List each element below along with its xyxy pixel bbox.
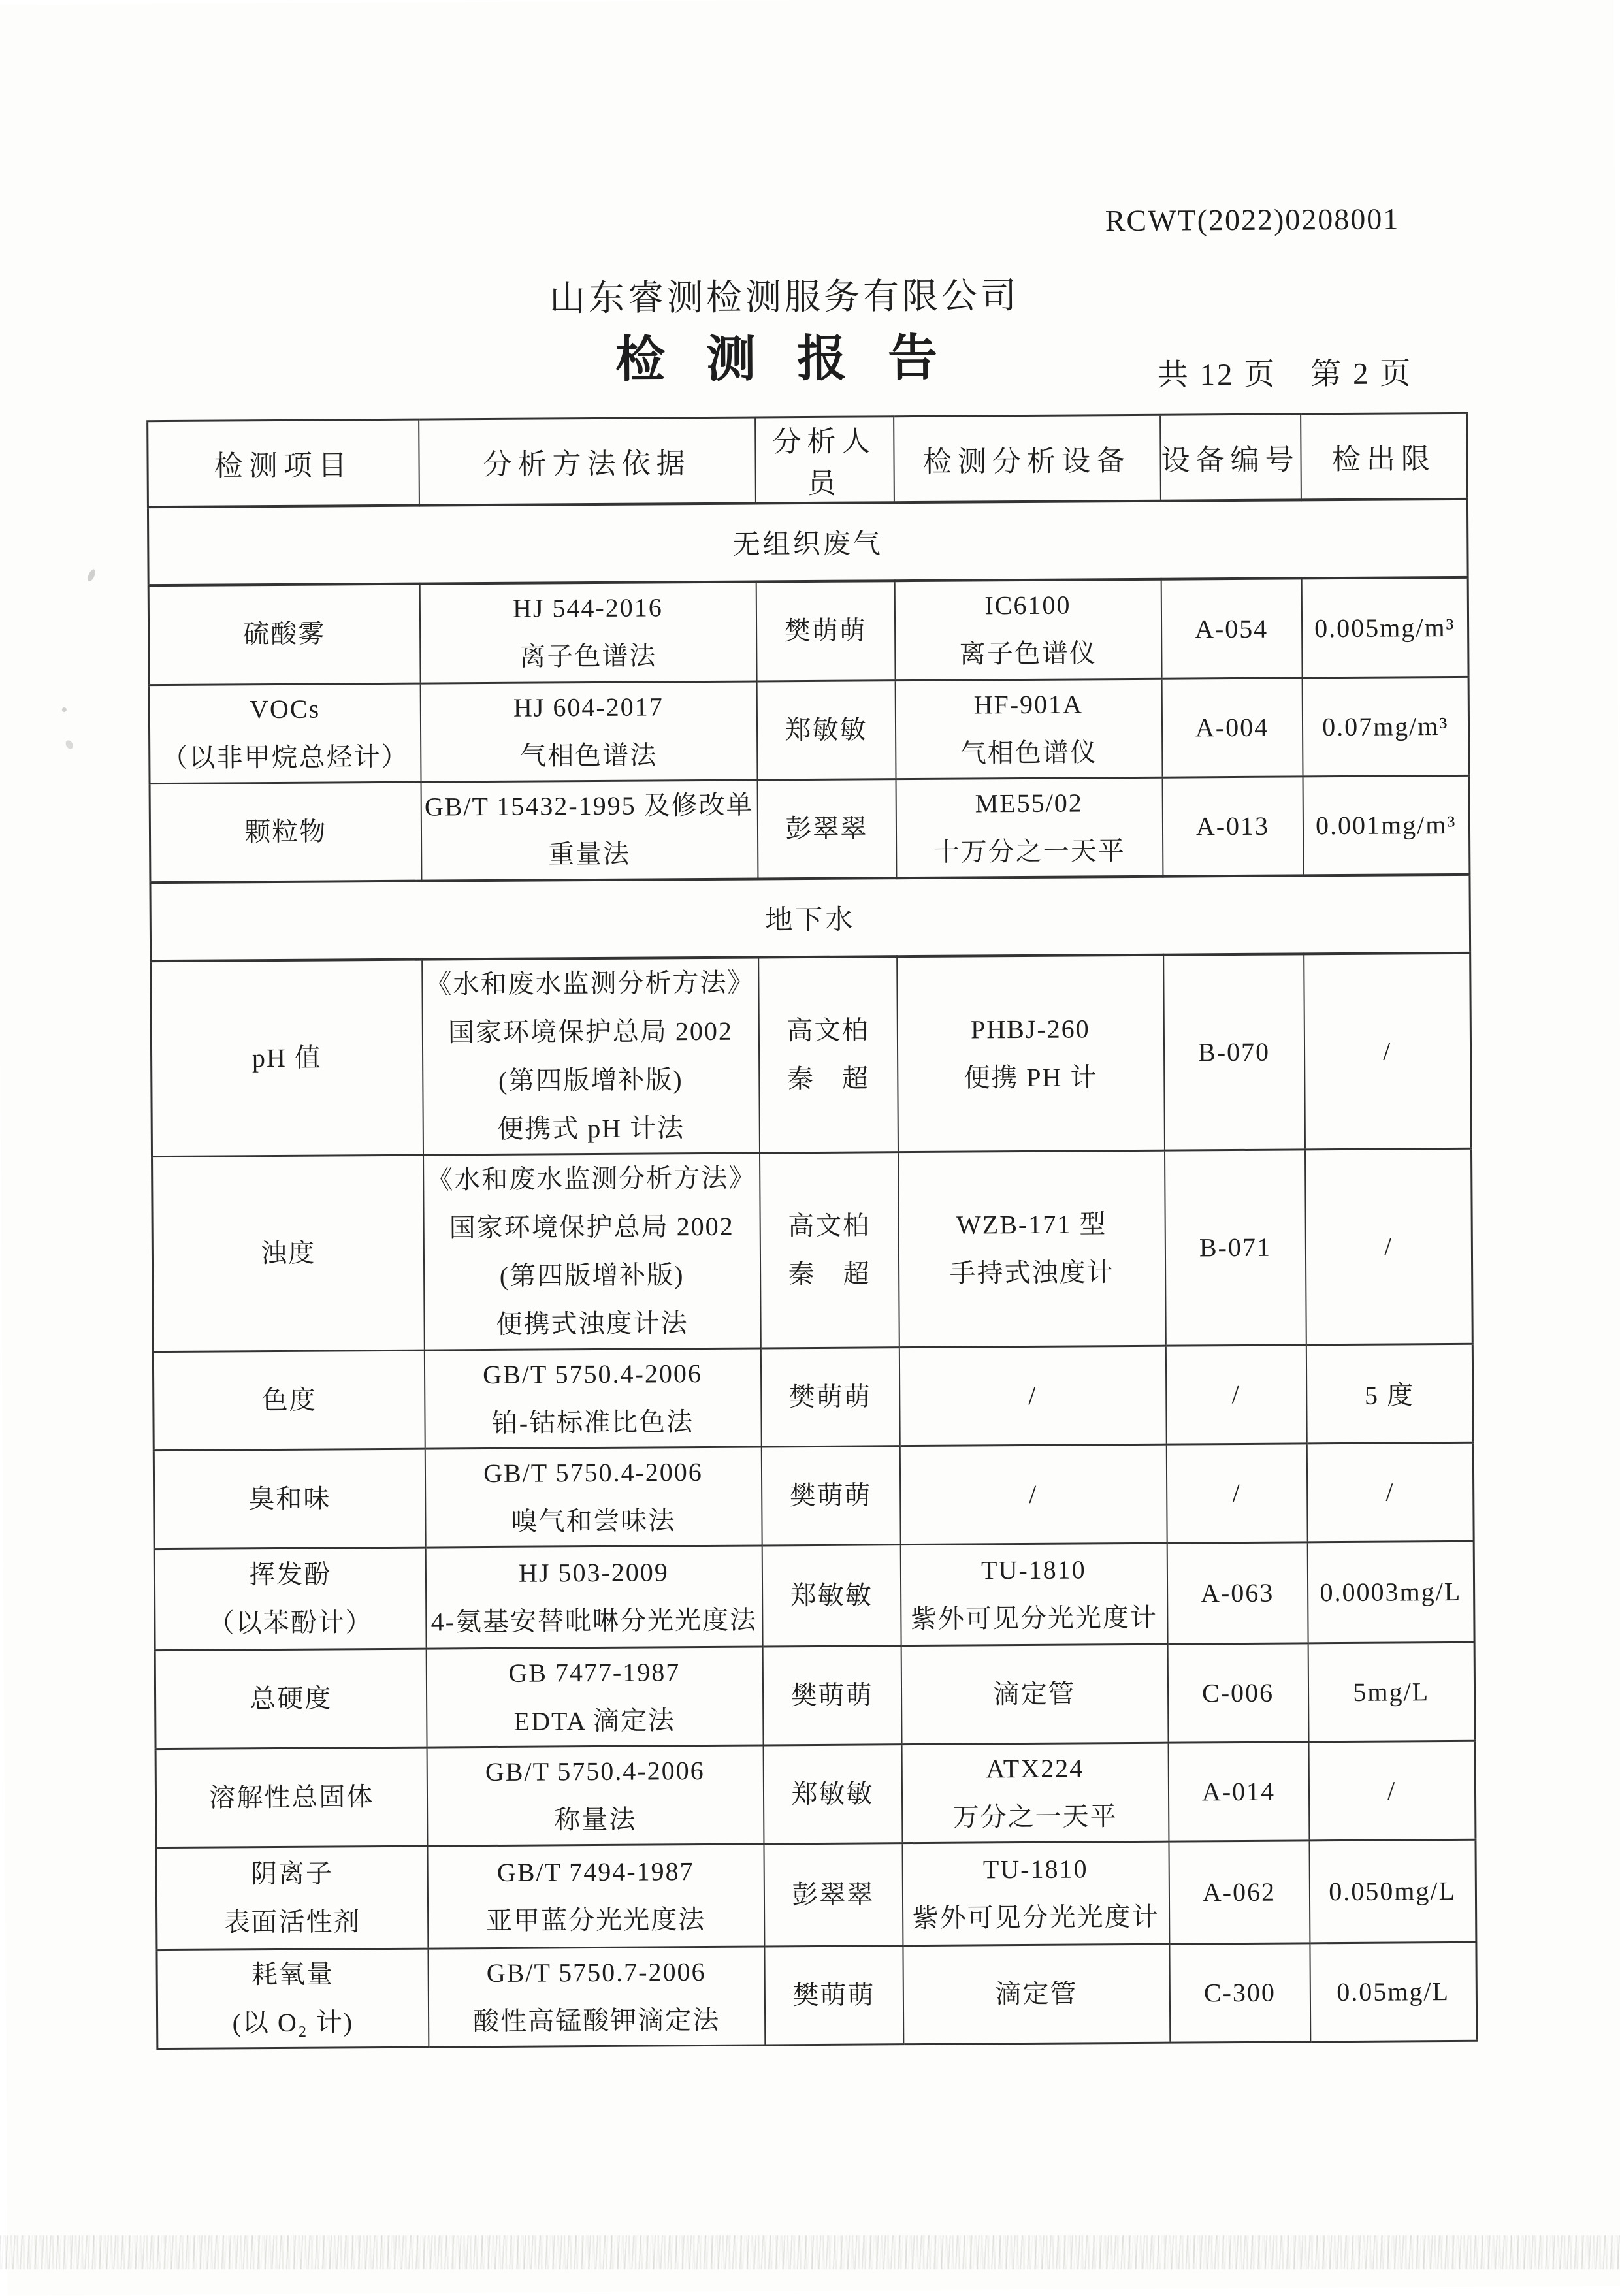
cell-detection-limit: /	[1308, 1741, 1476, 1841]
table-row	[157, 1942, 1477, 2048]
cell-equipment-no: B-071	[1164, 1149, 1306, 1345]
column-header-detection-limit: 检出限	[1301, 413, 1468, 500]
cell-detection-limit: 0.001mg/m³	[1303, 775, 1470, 875]
cell-analyst: 郑敏敏	[762, 1544, 901, 1646]
cell-equipment: HF-901A 气相色谱仪	[895, 679, 1162, 779]
cell-method: HJ 503-2009 4-氨基安替吡啉分光光度法	[425, 1545, 762, 1648]
cell-equipment-no: A-054	[1161, 578, 1302, 678]
company-name: 山东睿测检测服务有限公司	[549, 276, 1020, 319]
cell-equipment: /	[899, 1444, 1167, 1544]
cell-equipment: WZB-171 型 手持式浊度计	[898, 1150, 1165, 1347]
cell-item: 色度	[153, 1350, 425, 1451]
page-total: 共 12 页	[1157, 357, 1277, 393]
cell-item: 耗氧量 (以 O₂ 计)	[157, 1948, 429, 2049]
cell-method: GB/T 5750.7-2006 酸性高锰酸钾滴定法	[428, 1946, 765, 2046]
cell-equipment-no: C-006	[1167, 1643, 1308, 1742]
column-header-method: 分析方法依据	[419, 417, 756, 506]
table-row	[150, 775, 1470, 882]
report-table	[146, 412, 1478, 2050]
column-header-equipment: 检测分析设备	[894, 415, 1161, 502]
cell-method: GB/T 7494-1987 亚甲蓝分光光度法	[427, 1843, 764, 1948]
cell-equipment: IC6100 离子色谱仪	[894, 579, 1161, 680]
cell-detection-limit: 0.07mg/m³	[1302, 677, 1469, 777]
cell-method: HJ 604-2017 气相色谱法	[420, 681, 757, 781]
cell-item: pH 值	[151, 959, 423, 1156]
cell-equipment-no: A-062	[1169, 1840, 1310, 1943]
cell-method: GB 7477-1987 EDTA 滴定法	[426, 1646, 763, 1747]
table-row	[148, 577, 1468, 685]
cell-detection-limit: /	[1306, 1442, 1474, 1542]
cell-analyst: 彭翠翠	[764, 1843, 903, 1946]
cell-analyst: 郑敏敏	[763, 1744, 902, 1843]
cell-equipment: /	[899, 1346, 1166, 1446]
column-header-equipment-no: 设备编号	[1160, 414, 1301, 501]
table-row	[151, 952, 1472, 1156]
cell-method: GB/T 15432-1995 及修改单 重量法	[421, 779, 758, 881]
column-header-analyst: 分析人员	[755, 417, 894, 504]
cell-analyst: 樊萌萌	[761, 1446, 900, 1545]
cell-item: 臭和味	[154, 1449, 425, 1549]
cell-detection-limit: 5mg/L	[1308, 1642, 1475, 1742]
section-label: 无组织废气	[148, 499, 1468, 585]
cell-item: 总硬度	[155, 1649, 427, 1749]
section-row-groundwater	[150, 874, 1470, 960]
cell-equipment: PHBJ-260 便携 PH 计	[897, 954, 1165, 1152]
cell-equipment: TU-1810 紫外可见分光光度计	[900, 1543, 1167, 1645]
cell-equipment-no: /	[1166, 1443, 1307, 1542]
cell-item: 阴离子 表面活性剂	[156, 1846, 428, 1950]
cell-detection-limit: 0.005mg/m³	[1301, 577, 1468, 678]
scan-speck	[64, 739, 74, 750]
cell-method: GB/T 5750.4-2006 铂-钴标准比色法	[424, 1348, 761, 1448]
section-row-fugitive-gas	[148, 499, 1468, 585]
page-info	[1158, 349, 1413, 394]
cell-analyst: 樊萌萌	[762, 1645, 901, 1745]
scan-speck	[86, 568, 97, 583]
cell-equipment-no: A-063	[1167, 1542, 1308, 1643]
cell-method: GB/T 5750.4-2006 嗅气和尝味法	[425, 1446, 762, 1547]
cell-detection-limit: 0.0003mg/L	[1307, 1541, 1474, 1643]
cell-item: 硫酸雾	[148, 584, 420, 685]
report-number: RCWT(2022)0208001	[1105, 202, 1400, 238]
cell-detection-limit: 0.050mg/L	[1309, 1839, 1476, 1943]
cell-detection-limit: 5 度	[1306, 1344, 1473, 1444]
cell-equipment-no: A-004	[1161, 677, 1303, 777]
table-row	[149, 677, 1469, 783]
cell-analyst: 高文柏 秦 超	[760, 1152, 899, 1348]
cell-method: 《水和废水监测分析方法》 国家环境保护总局 2002 (第四版增补版) 便携式 pH 计法	[422, 957, 760, 1155]
cell-analyst: 樊萌萌	[764, 1945, 903, 2045]
scanner-edge-noise	[0, 2235, 1620, 2269]
cell-method: 《水和废水监测分析方法》 国家环境保护总局 2002 (第四版增补版) 便携式浊度计法	[423, 1152, 761, 1350]
table-row	[155, 1642, 1475, 1749]
cell-item: VOCs （以非甲烷总烃计）	[149, 683, 421, 784]
cell-equipment: 滴定管	[901, 1644, 1168, 1744]
table-row	[155, 1741, 1476, 1847]
cell-equipment-no: B-070	[1163, 954, 1305, 1150]
cell-analyst: 郑敏敏	[756, 680, 896, 779]
cell-analyst: 樊萌萌	[756, 581, 895, 681]
cell-analyst: 高文柏 秦 超	[758, 956, 898, 1153]
cell-equipment-no: /	[1165, 1344, 1306, 1444]
table-row	[154, 1541, 1474, 1650]
page-current: 第 2 页	[1310, 357, 1413, 392]
cell-item: 颗粒物	[150, 782, 421, 882]
cell-method: HJ 544-2016 离子色谱法	[419, 581, 756, 683]
section-label: 地下水	[150, 874, 1470, 960]
report-title: 检 测 报 告	[615, 331, 952, 388]
cell-method: GB/T 5750.4-2006 称量法	[427, 1745, 764, 1845]
cell-detection-limit: /	[1304, 952, 1472, 1149]
cell-equipment-no: A-013	[1162, 776, 1303, 876]
cell-equipment: TU-1810 紫外可见分光光度计	[902, 1841, 1169, 1945]
column-header-item: 检测项目	[148, 419, 419, 507]
cell-equipment-no: A-014	[1168, 1741, 1309, 1841]
cell-equipment: 滴定管	[903, 1944, 1170, 2044]
table-header-row	[148, 413, 1468, 507]
scan-speck	[62, 707, 67, 712]
table-row	[152, 1148, 1473, 1351]
cell-analyst: 彭翠翠	[757, 779, 896, 879]
cell-detection-limit: /	[1304, 1148, 1472, 1345]
cell-equipment: ME55/02 十万分之一天平	[896, 777, 1163, 878]
cell-equipment: ATX224 万分之一天平	[901, 1743, 1169, 1843]
cell-item: 溶解性总固体	[155, 1747, 427, 1848]
table-row	[153, 1344, 1473, 1450]
cell-analyst: 樊萌萌	[760, 1347, 899, 1446]
table-row	[156, 1839, 1476, 1950]
cell-item: 挥发酚 （以苯酚计）	[154, 1547, 426, 1651]
table-row	[154, 1442, 1474, 1549]
cell-equipment-no: C-300	[1169, 1943, 1310, 2042]
cell-detection-limit: 0.05mg/L	[1310, 1942, 1477, 2042]
cell-item: 浊度	[152, 1155, 425, 1352]
